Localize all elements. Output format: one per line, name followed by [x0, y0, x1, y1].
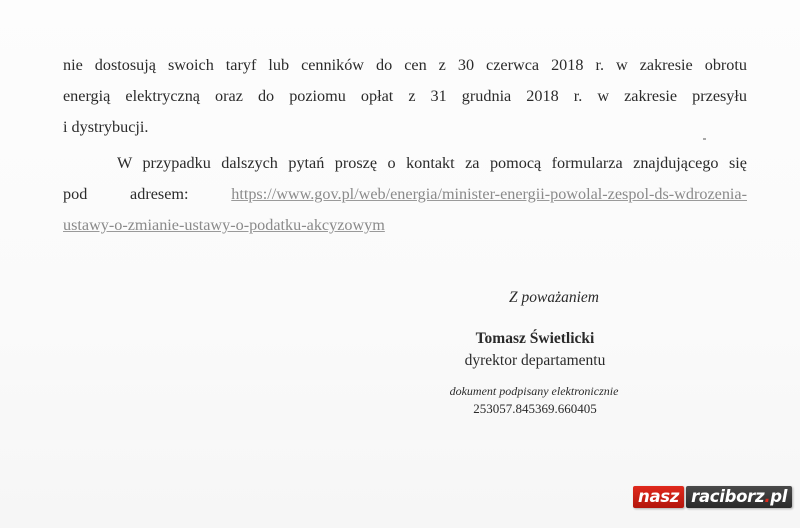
paragraph-line: W przypadku dalszych pytań proszę o kontakt za pomocą formularza znajdującego się	[117, 154, 747, 172]
paragraph-tariffs	[63, 50, 747, 143]
contact-form-link[interactable]: https://www.gov.pl/web/energia/minister-energii-powolal-zespol-ds-wdrozenia-	[231, 185, 747, 203]
watermark-part-nasz: nasz	[633, 486, 684, 508]
signature-id: 253057.845369.660405	[473, 401, 597, 416]
address-label: pod adresem:	[63, 185, 232, 203]
paragraph-line	[63, 179, 747, 210]
paragraph-contact	[63, 148, 747, 241]
closing-regards: Z poważaniem	[509, 289, 599, 306]
paragraph-line: nie dostosują swoich taryf lub cenników do cen z 30 czerwca 2018 r. w zakresie obrotu	[63, 56, 747, 74]
signer-name: Tomasz Świetlicki	[475, 330, 595, 347]
watermark-part-domain: raciborz.pl	[686, 486, 792, 508]
scan-artifact	[703, 138, 706, 140]
signer-title: dyrektor departamentu	[464, 352, 606, 369]
paragraph-line: i dystrybucji.	[63, 118, 149, 136]
paragraph-line	[63, 210, 747, 241]
signature-note: dokument podpisany elektronicznie	[449, 384, 619, 398]
paragraph-line: energią elektryczną oraz do poziomu opłat z 31 grudnia 2018 r. w zakresie przesyłu	[63, 87, 747, 105]
site-watermark-logo	[633, 484, 792, 510]
contact-form-link-continued[interactable]: ustawy-o-zmianie-ustawy-o-podatku-akcyzowym	[63, 216, 385, 234]
